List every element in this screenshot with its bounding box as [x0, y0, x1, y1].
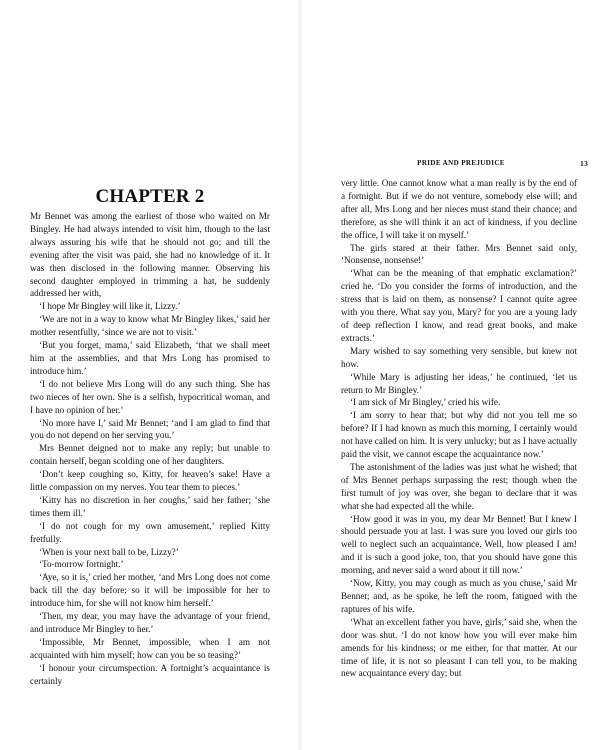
paragraph: The girls stared at their father. Mrs Bennet said only, ‘Nonsense, nonsense!’	[341, 242, 577, 266]
paragraph: ‘I am sick of Mr Bingley,’ cried his wife.	[350, 397, 501, 408]
paragraph: ‘I do not cough for my own amusement,’ replied Kitty fretfully.	[30, 520, 270, 544]
paragraph: ‘When is your next ball to be, Lizzy?’	[39, 546, 179, 557]
paragraph: ‘But you forget, mama,’ said Elizabeth, ‘that we shall meet him at the assemblies, and that Mrs Long has promised to introduce him.’	[30, 340, 270, 376]
paragraph: ‘I honour your circumspection. A fortnight’s acquaintance is certainly	[30, 662, 270, 686]
paragraph: ‘Then, my dear, you may have the advantage of your friend, and introduce Mr Bingley to her.’	[30, 611, 270, 634]
paragraph: ‘While Mary is adjusting her ideas,’ he continued, ‘let us return to Mr Bingley.’	[341, 371, 577, 395]
paragraph: ‘Aye, so it is,’ cried her mother, ‘and Mrs Long does not come back till the day before; so it will be impossible for her to introduce him, for she will not know him herself.’	[30, 572, 270, 609]
paragraph: ‘Impossible, Mr Bennet, impossible, when I am not acquainted with him myself; how can you be so teasing?’	[30, 636, 270, 660]
paragraph: Mr Bennet was among the earliest of those who waited on Mr Bingley. He had always intended to visit him, though to the last always assuring his wife that he should not go; and till the evening after the visit was paid, she had no knowledge of it. It was then disclosed in the following manner. Observing his second daughter employed in trimming a hat, he suddenly addressed her with,	[30, 211, 270, 299]
paragraph: The astonishment of the ladies was just what he wished; that of Mrs Bennet perhaps surpassing the rest; though when the first tumult of joy was over, she began to declare that it was what she had expected all the while.	[341, 461, 577, 511]
paragraph: very little. One cannot know what a man really is by the end of a fortnight. But if we do not venture, somebody else will; and after all, Mrs Long and her nieces must stand their chance; and therefore, as she will think it an act of kindness, if you decline the office, I will take it on myself.’	[341, 178, 577, 240]
paragraph: ‘How good it was in you, my dear Mr Bennet! But I knew I should persuade you at last. I was sure you loved our girls too well to neglect such an acquaintance. Well, how pleased I am! and it is such a good joke, too, that you should have gone this morning, and never said a word about it till now.’	[341, 513, 577, 576]
paragraph: ‘I hope Mr Bingley will like it, Lizzy.’	[39, 301, 181, 312]
right-page-text	[341, 177, 577, 680]
left-page-text	[30, 210, 270, 688]
paragraph: ‘We are not in a way to know what Mr Bingley likes,’ said her mother resentfully, ‘since we are not to visit.’	[30, 314, 270, 338]
paragraph: ‘What an excellent father you have, girls,’ said she, when the door was shut. ‘I do not know how you will ever make him amends for his kindness; or me either, for that matter. At our time of life, it is not so pleasant I can tell you, to be making new acquaintance every day; but	[341, 616, 577, 679]
paragraph: ‘Don’t keep coughing so, Kitty, for heaven’s sake! Have a little compassion on my nerves. You tear them to pieces.’	[30, 469, 270, 493]
paragraph: ‘Kitty has no discretion in her coughs,’ said her father; ‘she times them ill.’	[30, 494, 270, 518]
paragraph: ‘To-morrow fortnight.’	[39, 559, 124, 570]
page-number: 13	[580, 159, 589, 168]
chapter-heading: CHAPTER 2	[95, 186, 205, 207]
running-title: PRIDE AND PREJUDICE	[417, 159, 505, 167]
paragraph: Mrs Bennet deigned not to make any reply; but unable to contain herself, began scolding one of her daughters.	[30, 443, 270, 467]
paragraph: ‘No more have I,’ said Mr Bennet; ‘and I am glad to find that you do not depend on her serving you.’	[30, 417, 270, 441]
paragraph: ‘What can be the meaning of that emphatic exclamation?’ cried he. ‘Do you consider the forms of introduction, and the stress that is laid on them, as nonsense? I cannot quite agree with you there. What say you, Mary? for you are a young lady of deep reflection I know, and read great books, and make extracts.’	[341, 268, 577, 343]
paragraph: ‘Now, Kitty, you may cough as much as you chuse,’ said Mr Bennet; and, as he spoke, he left the room, fatigued with the raptures of his wife.	[341, 578, 577, 614]
paragraph: ‘I do not believe Mrs Long will do any such thing. She has two nieces of her own. She is a selfish, hypocritical woman, and I have no opinion of her.’	[30, 378, 270, 415]
paragraph: ‘I am sorry to hear that; but why did not you tell me so before? If I had known as much this morning, I certainly would not have called on him. It is very unlucky; but as I have actually paid the visit, we cannot escape the acquaintance now.’	[341, 410, 577, 460]
paragraph: Mary wished to say something very sensible, but knew not how.	[341, 345, 577, 369]
right-page	[300, 0, 600, 750]
